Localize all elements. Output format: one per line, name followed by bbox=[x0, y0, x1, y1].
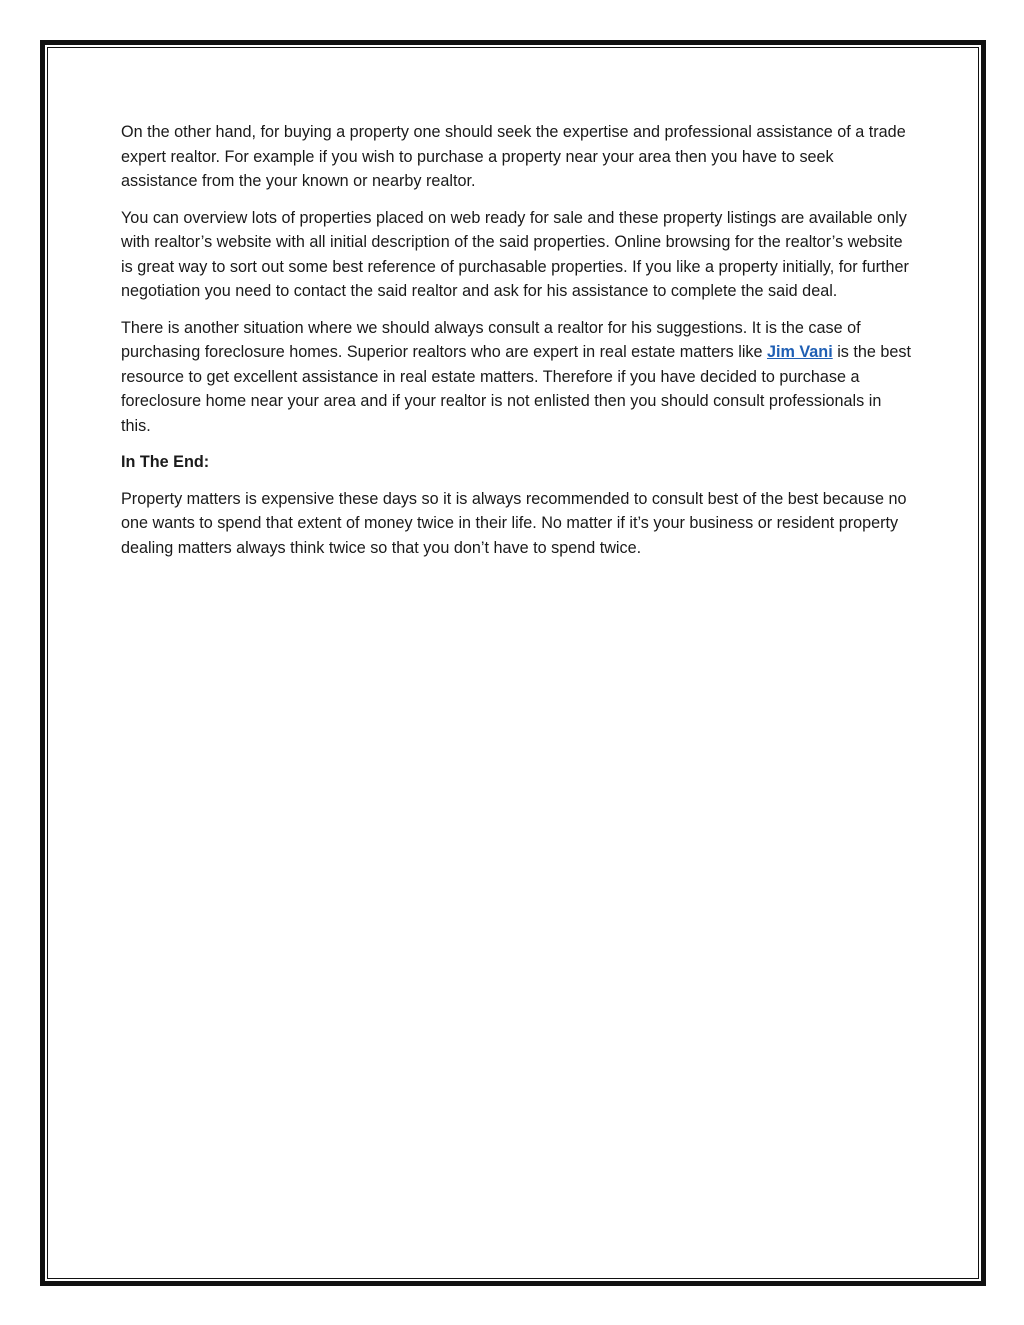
paragraph-1: On the other hand, for buying a property one should seek the expertise and professional assistance of a trade expert realtor. For example if you wish to purchase a property near your area then you have to seek assistance from the your known or nearby realtor. bbox=[121, 123, 906, 190]
section-heading: In The End: bbox=[121, 453, 210, 471]
paragraph-3 bbox=[121, 316, 911, 439]
paragraph-4: Property matters is expensive these days so it is always recommended to consult best of the best because no one wants to spend that extent of money twice in their life. No matter if it’s your business or resident property dealing matters always think twice so that you don’t have to spend twice. bbox=[121, 489, 907, 557]
paragraph-3-text-after-link: is the best resource to get excellent assistance in real estate matters. Therefore if you have decided to purchase a foreclosure home near your area and if your realtor is not enlisted then you should consult professionals in this. bbox=[121, 343, 911, 435]
jim-vani-link[interactable]: Jim Vani bbox=[767, 343, 833, 361]
paragraph-2: You can overview lots of properties placed on web ready for sale and these property listings are available only with realtor’s website with all initial description of the said properties. Online browsing for the realtor’s website is great way to sort out some best reference of purchasable properties. If you like a property initially, for further negotiation you need to contact the said realtor and ask for his assistance to complete the said deal. bbox=[121, 208, 909, 300]
paragraph-3-text-before-link: There is another situation where we should always consult a realtor for his suggestions. It is the case of purchasing foreclosure homes. Superior realtors who are expert in real estate matters like bbox=[121, 318, 861, 361]
document-body bbox=[121, 120, 911, 572]
